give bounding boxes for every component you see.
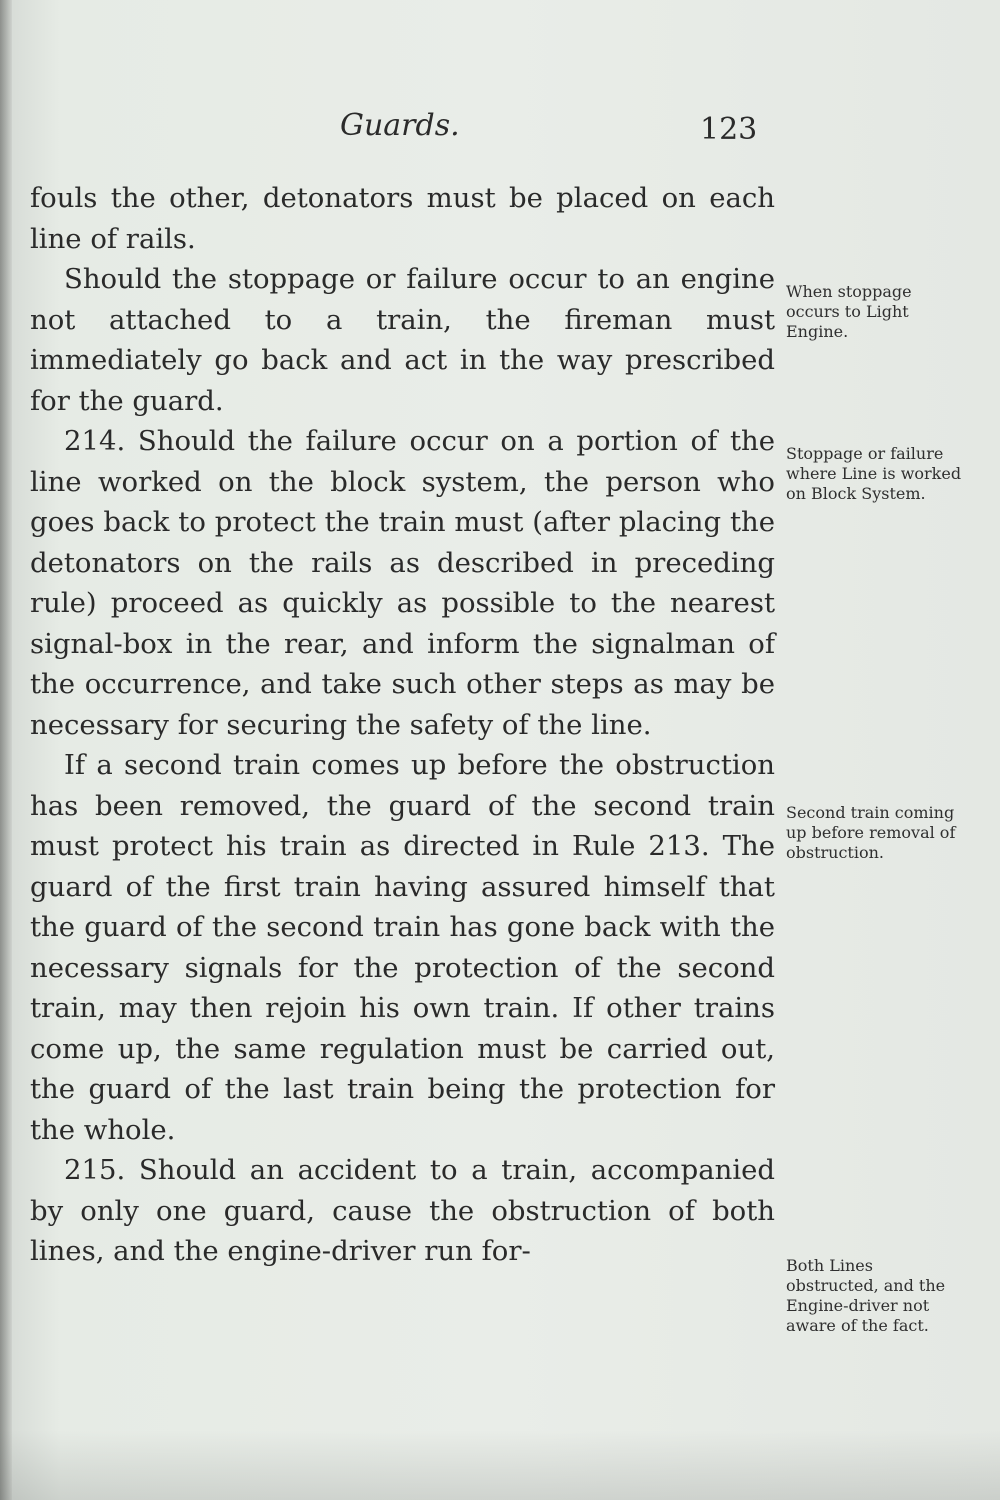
margin-note-block-system: Stoppage or failure where Line is worked on Block System. xyxy=(786,444,962,503)
paragraph-second-train: If a second train comes up before the obstruction has been removed, the guard of the second train must protect his train as directed in Rule 213. The guard of the first train having assured himself that the guard of the second train has gone back with the necessary signals for the protection of the second train, may then rejoin his own train. If other trains come up, the same regulation must be carried out, the guard of the last train being the protection for the whole. xyxy=(30,749,775,1146)
paragraph-continuation: fouls the other, detonators must be placed on each line of rails. xyxy=(30,182,775,255)
margin-note-second-train: Second train coming up before removal of obstruction. xyxy=(786,803,956,862)
header-title: Guards. xyxy=(340,108,460,143)
paragraph-rule-215: 215. Should an accident to a train, accompanied by only one guard, cause the obstruction of both lines, and the engine-driver run for- xyxy=(30,1154,775,1267)
margin-note-both-lines: Both Lines obstructed, and the Engine-driver not aware of the fact. xyxy=(786,1256,946,1335)
body-text xyxy=(30,178,775,1272)
paragraph-light-engine: Should the stoppage or failure occur to an engine not attached to a train, the fireman must immediately go back and act in the way prescribed for the guard. xyxy=(30,263,775,417)
margin-note-light-engine: When stoppage occurs to Light Engine. xyxy=(786,282,912,341)
page-spine-shadow xyxy=(0,0,12,1500)
paragraph-rule-214: 214. Should the failure occur on a portion of the line worked on the block system, the person who goes back to protect the train must (after placing the detonators on the rails as described in preceding rule) proceed as quickly as possible to the nearest signal-box in the rear, and inform the signalman of the occurrence, and take such other steps as may be necessary for securing the safety of the line. xyxy=(30,425,775,741)
page-number: 123 xyxy=(700,112,758,147)
page-bottom-shadow xyxy=(0,1430,1000,1500)
running-header xyxy=(0,108,1000,158)
